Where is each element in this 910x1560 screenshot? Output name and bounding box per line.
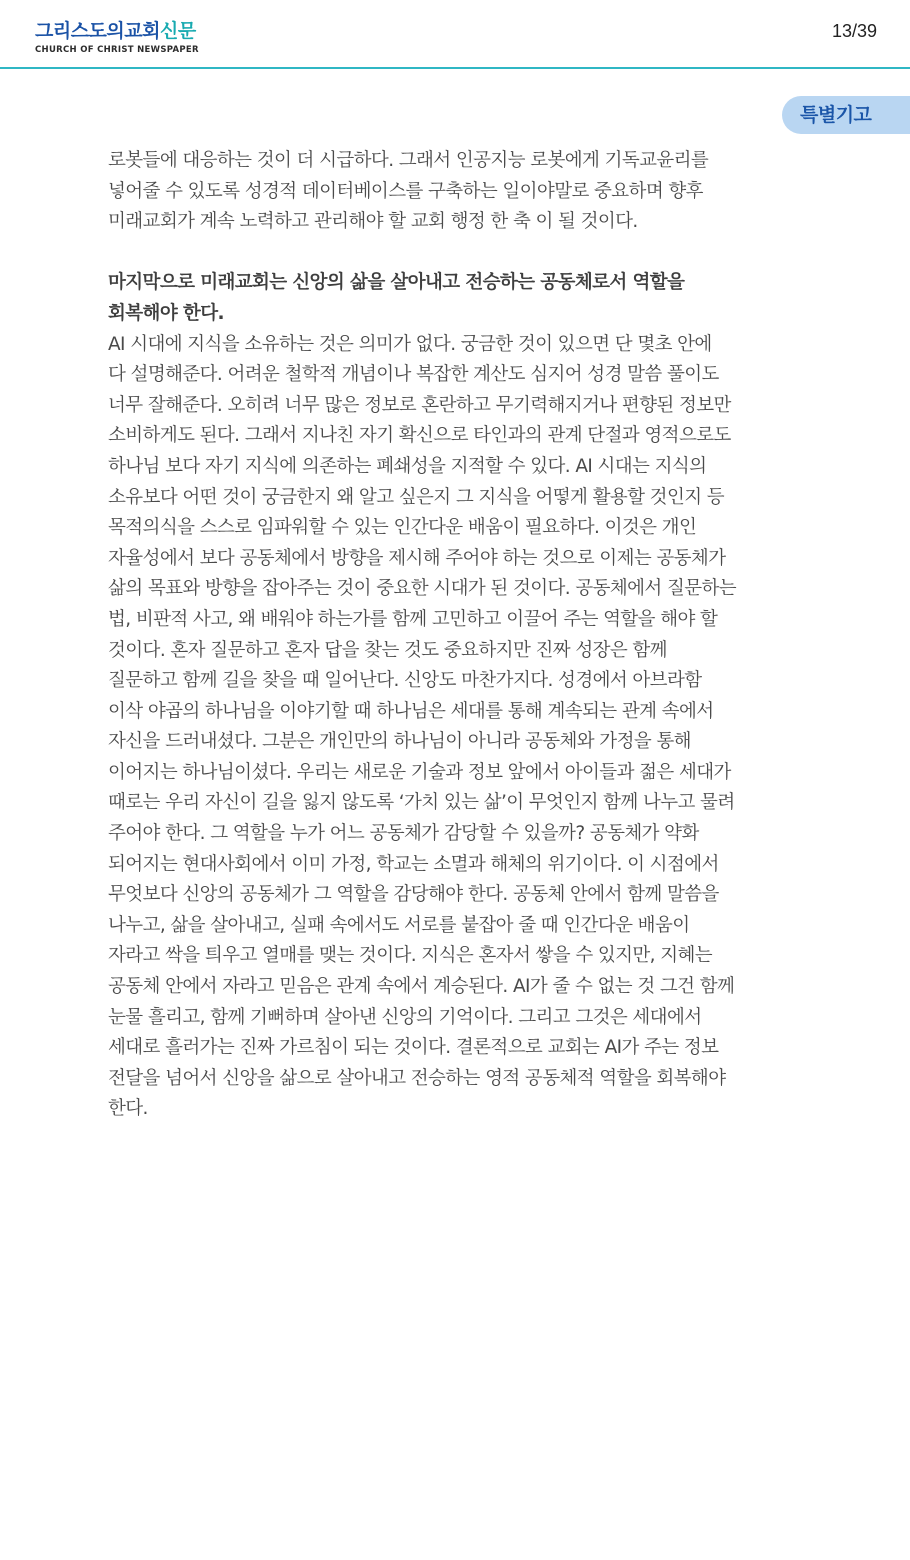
page-number: 13/39 — [831, 21, 877, 41]
text-line: 소유보다 어떤 것이 궁금한지 왜 알고 싶은지 그 지식을 어떻게 활용할 것인지 등 — [108, 486, 725, 508]
logo-title-part1: 그리스도의교회 — [35, 20, 160, 42]
text-line: 전달을 넘어서 신앙을 삶으로 살아내고 전승하는 영적 공동체적 역할을 회복해야 — [108, 1067, 726, 1089]
text-line: 자율성에서 보다 공동체에서 방향을 제시해 주어야 하는 것으로 이제는 공동체가 — [108, 547, 726, 569]
text-line: 목적의식을 스스로 임파워할 수 있는 인간다운 배움이 필요하다. 이것은 개인 — [108, 517, 697, 539]
text-line: 법, 비판적 사고, 왜 배워야 하는가를 함께 고민하고 이끌어 주는 역할을 해야 할 — [108, 608, 718, 630]
heading-line: 마지막으로 미래교회는 신앙의 삶을 살아내고 전승하는 공동체로서 역할을 — [108, 272, 685, 294]
page-header — [0, 0, 910, 69]
paragraph-gap — [108, 238, 798, 269]
text-line: 이삭 야곱의 하나님을 이야기할 때 하나님은 세대를 통해 계속되는 관계 속에서 — [108, 700, 714, 722]
text-line: 세대로 흘러가는 진짜 가르침이 되는 것이다. 결론적으로 교회는 AI가 주는 정보 — [108, 1037, 719, 1059]
article-body — [108, 146, 798, 1125]
text-line: 하나님 보다 자기 지식에 의존하는 폐쇄성을 지적할 수 있다. AI 시대는 지식의 — [108, 455, 707, 477]
logo-english-subtitle: CHURCH OF CHRIST NEWSPAPER — [35, 45, 199, 55]
text-line: 다 설명해준다. 어려운 철학적 개념이나 복잡한 계산도 심지어 성경 말씀 풀이도 — [108, 364, 719, 386]
text-line: 이어지는 하나님이셨다. 우리는 새로운 기술과 정보 앞에서 아이들과 젊은 세대가 — [108, 761, 731, 783]
category-tab: 특별기고 — [782, 96, 910, 134]
text-line: 공동체 안에서 자라고 믿음은 관계 속에서 계승된다. AI가 줄 수 없는 것 그건 함께 — [108, 976, 735, 998]
text-line: 때로는 우리 자신이 길을 잃지 않도록 ‘가치 있는 삶’이 무엇인지 함께 나누고 물려 — [108, 792, 735, 814]
text-line: 자라고 싹을 틔우고 열매를 맺는 것이다. 지식은 혼자서 쌓을 수 있지만, 지혜는 — [108, 945, 713, 967]
text-line: 무엇보다 신앙의 공동체가 그 역할을 감당해야 한다. 공동체 안에서 함께 말씀을 — [108, 884, 719, 906]
text-line: 자신을 드러내셨다. 그분은 개인만의 하나님이 아니라 공동체와 가정을 통해 — [108, 731, 691, 753]
heading-line: 회복해야 한다. — [108, 302, 224, 324]
logo-korean-title — [35, 20, 199, 42]
text-line: 나누고, 삶을 살아내고, 실패 속에서도 서로를 붙잡아 줄 때 인간다운 배움이 — [108, 914, 690, 936]
section-heading — [108, 268, 798, 329]
text-line: AI 시대에 지식을 소유하는 것은 의미가 없다. 궁금한 것이 있으면 단 몇초 안에 — [108, 333, 712, 355]
text-line: 넣어줄 수 있도록 성경적 데이터베이스를 구축하는 일이야말로 중요하며 향후 — [108, 180, 703, 202]
text-line: 눈물 흘리고, 함께 기뻐하며 살아낸 신앙의 기억이다. 그리고 그것은 세대에서 — [108, 1006, 702, 1028]
text-line: 한다. — [108, 1098, 148, 1120]
logo-title-part2: 신문 — [159, 20, 196, 42]
text-line: 되어지는 현대사회에서 이미 가정, 학교는 소멸과 해체의 위기이다. 이 시점에서 — [108, 853, 719, 875]
text-line: 것이다. 혼자 질문하고 혼자 답을 찾는 것도 중요하지만 진짜 성장은 함께 — [108, 639, 667, 661]
newspaper-logo[interactable] — [35, 20, 199, 55]
text-line: 주어야 한다. 그 역할을 누가 어느 공동체가 감당할 수 있을까? 공동체가 약화 — [108, 823, 699, 845]
text-line: 질문하고 함께 길을 찾을 때 일어난다. 신앙도 마찬가지다. 성경에서 아브라함 — [108, 670, 702, 692]
paragraph-intro — [108, 146, 798, 238]
text-line: 미래교회가 계속 노력하고 관리해야 할 교회 행정 한 축 이 될 것이다. — [108, 211, 638, 233]
text-line: 삶의 목표와 방향을 잡아주는 것이 중요한 시대가 된 것이다. 공동체에서 질문하는 — [108, 578, 737, 600]
text-line: 너무 잘해준다. 오히려 너무 많은 정보로 혼란하고 무기력해지거나 편향된 정보만 — [108, 394, 731, 416]
paragraph-main — [108, 330, 798, 1125]
text-line: 로봇들에 대응하는 것이 더 시급하다. 그래서 인공지능 로봇에게 기독교윤리를 — [108, 150, 709, 171]
text-line: 소비하게도 된다. 그래서 지나친 자기 확신으로 타인과의 관계 단절과 영적으로도 — [108, 425, 731, 447]
